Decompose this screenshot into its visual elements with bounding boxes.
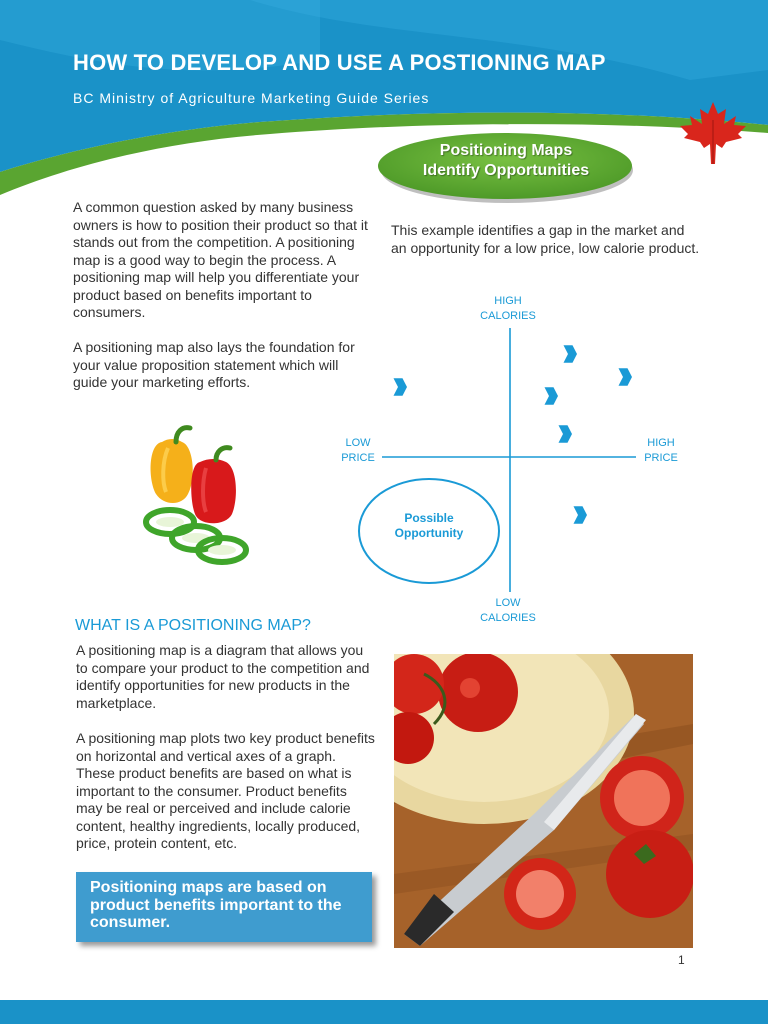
competitor-marker [564, 345, 578, 362]
pill-line-2: Identify Opportunities [422, 162, 590, 179]
competitor-marker [574, 506, 588, 523]
competitor-marker [619, 368, 633, 385]
pill-line-1: Positioning Maps [439, 142, 573, 159]
example-description: This example identifies a gap in the market and an opportunity for a low price, low calorie product. [391, 222, 700, 256]
competitor-marker [394, 378, 408, 395]
tomatoes-image [394, 654, 693, 948]
peppers-image [130, 402, 270, 592]
section-heading: WHAT IS A POSITIONING MAP? [75, 617, 311, 634]
page-number: 1 [678, 953, 685, 967]
label-low-price: LOW PRICE [341, 437, 375, 464]
footer-bar [0, 1000, 768, 1024]
callout-box [76, 872, 372, 942]
intro-paragraph-1: A common question asked by many business owners is how to position their product so that it stands out from the competition. A positioning map is a good way to begin the process. A positioning map will help you differentiate your product based on benefits important to consumers. [73, 199, 368, 320]
possible-opportunity-label: Possible Opportunity [394, 511, 464, 540]
page-subtitle: BC Ministry of Agriculture Marketing Guide Series [73, 90, 430, 106]
label-low-calories: LOW CALORIES [480, 597, 536, 624]
competitor-marker [559, 425, 573, 442]
label-high-calories: HIGH CALORIES [480, 295, 536, 322]
definition-paragraph: A positioning map is a diagram that allows you to compare your product to the competition and identify opportunities for new products in the marketplace. [76, 642, 370, 711]
maple-leaf-icon [676, 98, 750, 166]
intro-paragraph-2: A positioning map also lays the foundation for your value proposition statement which will guide your marketing efforts. [73, 339, 355, 390]
label-high-price: HIGH PRICE [644, 437, 678, 464]
benefits-paragraph: A positioning map plots two key product benefits on horizontal and vertical axes of a graph. These product benefits are based on what is important to the consumer. Product benefits may be real or perceived and include calorie content, healthy ingredients, locally produced, price, protein content, etc. [76, 730, 375, 851]
competitor-marker [545, 387, 559, 404]
pill-heading [376, 141, 636, 181]
callout-text: Positioning maps are based on product benefits important to the consumer. [90, 879, 342, 931]
page-title: HOW TO DEVELOP AND USE A POSTIONING MAP [73, 50, 606, 75]
